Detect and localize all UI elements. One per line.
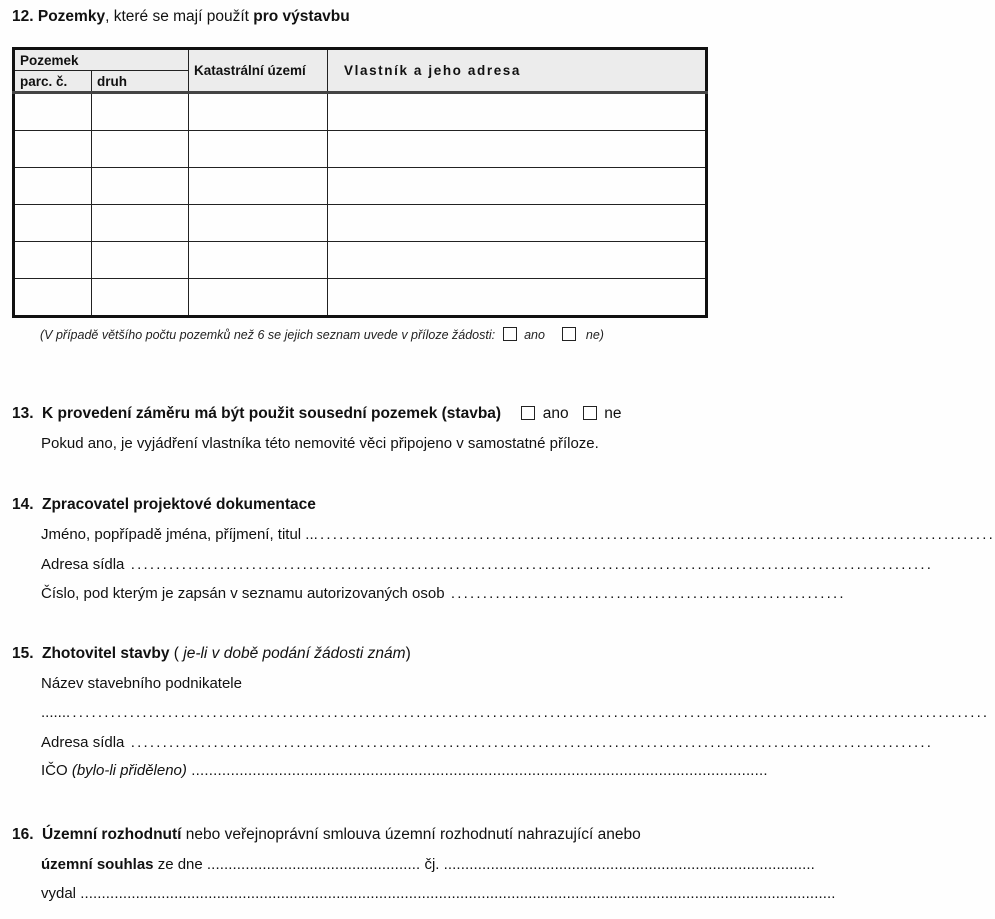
field-address[interactable]: [41, 734, 934, 751]
cell-katastr[interactable]: [189, 279, 328, 317]
cell-vlastnik[interactable]: [328, 205, 707, 242]
fill-dots: .................................................................................................................................................: [66, 704, 990, 721]
cell-druh[interactable]: [92, 205, 189, 242]
checkbox-ano-label: ano: [524, 328, 545, 342]
cell-katastr[interactable]: [189, 93, 328, 131]
checkbox-ne-label: ne): [585, 328, 604, 342]
field-label: ze dne: [153, 856, 207, 873]
table-row: [14, 279, 707, 317]
checkbox-ne[interactable]: [562, 327, 576, 341]
section-16-heading: [12, 826, 712, 844]
cell-vlastnik[interactable]: [328, 168, 707, 205]
field-company[interactable]: [41, 704, 990, 721]
section-title: K provedení záměru má být použit sousední pozemek (stavba): [42, 405, 502, 422]
plots-table: [12, 47, 708, 318]
section-13-heading: [12, 405, 621, 423]
field-lead-dots: ......: [41, 704, 67, 721]
field-company-label: Název stavebního podnikatele: [41, 675, 242, 692]
cell-druh[interactable]: [92, 168, 189, 205]
header-katastr: Katastrální území: [189, 49, 328, 93]
header-vlastnik: Vlastník a jeho adresa: [328, 49, 707, 93]
table-row: [14, 205, 707, 242]
section-title: Zpracovatel projektové dokumentace: [42, 496, 316, 513]
plots-overflow-note: [40, 327, 604, 342]
field-label: vydal: [41, 885, 81, 902]
cell-katastr[interactable]: [189, 131, 328, 168]
header-pozemek: Pozemek: [14, 49, 189, 71]
cell-vlastnik[interactable]: [328, 242, 707, 279]
field-label-cj: čj.: [420, 856, 444, 873]
field-label: Adresa sídla: [41, 556, 125, 573]
paren-close: ): [405, 645, 411, 662]
header-druh: druh: [92, 71, 189, 93]
section-number: 14.: [12, 496, 34, 513]
cell-katastr[interactable]: [189, 242, 328, 279]
section-title-bold: Pozemky: [37, 8, 106, 25]
table-row: [14, 168, 707, 205]
field-label: IČO: [41, 762, 68, 779]
section-title-note: je-li v době podání žádosti znám: [183, 645, 406, 662]
table-row: [14, 93, 707, 131]
field-label-bold: územní souhlas: [41, 856, 154, 873]
cell-parc[interactable]: [14, 242, 92, 279]
field-label: Adresa sídla: [41, 734, 125, 751]
section-title-text: , které se mají použít: [105, 8, 254, 25]
section-title-bold2: pro výstavbu: [253, 8, 350, 25]
cell-druh[interactable]: [92, 279, 189, 317]
field-ico[interactable]: [41, 762, 768, 779]
checkbox-ano[interactable]: [521, 406, 535, 420]
cell-parc[interactable]: [14, 205, 92, 242]
cell-vlastnik[interactable]: [328, 93, 707, 131]
fill-dots: ...........................................................................................................: [313, 526, 995, 543]
table-row: [14, 242, 707, 279]
field-label-note: (bylo-li přiděleno): [71, 762, 187, 779]
fill-dots: ..............................................................: [444, 585, 846, 602]
checkbox-ne-label: ne: [604, 405, 622, 422]
note-text: (V případě většího počtu pozemků než 6 se jejich seznam uvede v příloze žádosti:: [40, 328, 496, 342]
field-name[interactable]: [41, 526, 995, 543]
section-title: Zhotovitel stavby: [42, 645, 170, 662]
fill-dots: .......................................................................................: [443, 856, 815, 873]
section-title-bold: Územní rozhodnutí: [42, 826, 182, 843]
fill-dots: .................................................................................................................................................................................: [80, 885, 836, 902]
section-13-text: Pokud ano, je vyjádření vlastníka této nemovité věci připojeno v samostatné příloze.: [41, 435, 599, 452]
header-parc: parc. č.: [14, 71, 92, 93]
cell-vlastnik[interactable]: [328, 279, 707, 317]
checkbox-ne[interactable]: [583, 406, 597, 420]
field-authorization-number[interactable]: [41, 585, 846, 602]
section-14-heading: [12, 496, 316, 514]
section-number: 16.: [12, 826, 34, 843]
cell-druh[interactable]: [92, 131, 189, 168]
field-label: Jméno, popřípadě jména, příjmení, titul ..: [41, 526, 314, 543]
section-number: 13.: [12, 405, 34, 422]
field-consent-date[interactable]: [41, 856, 815, 873]
checkbox-ano[interactable]: [503, 327, 517, 341]
table-row: [14, 131, 707, 168]
fill-dots: ..............................................................................................................................: [124, 556, 934, 573]
section-number: 15.: [12, 645, 34, 662]
field-address[interactable]: [41, 556, 934, 573]
fill-dots: ..............................................................................................................................: [124, 734, 934, 751]
paren-open: (: [169, 645, 184, 662]
fill-dots: ....................................................................................................................................: [186, 762, 768, 779]
checkbox-ano-label: ano: [542, 405, 569, 422]
field-issued-by[interactable]: [41, 885, 836, 902]
field-label: Číslo, pod kterým je zapsán v seznamu autorizovaných osob: [41, 585, 445, 602]
section-number: 12.: [12, 8, 34, 25]
cell-katastr[interactable]: [189, 205, 328, 242]
section-title-text: nebo veřejnoprávní smlouva územní rozhodnutí nahrazující anebo: [181, 826, 641, 843]
cell-parc[interactable]: [14, 131, 92, 168]
cell-vlastnik[interactable]: [328, 131, 707, 168]
cell-druh[interactable]: [92, 93, 189, 131]
section-15-heading: [12, 645, 411, 663]
cell-katastr[interactable]: [189, 168, 328, 205]
section-12-heading: [12, 8, 350, 26]
cell-parc[interactable]: [14, 279, 92, 317]
cell-parc[interactable]: [14, 93, 92, 131]
fill-dots: ..................................................: [206, 856, 421, 873]
cell-druh[interactable]: [92, 242, 189, 279]
cell-parc[interactable]: [14, 168, 92, 205]
